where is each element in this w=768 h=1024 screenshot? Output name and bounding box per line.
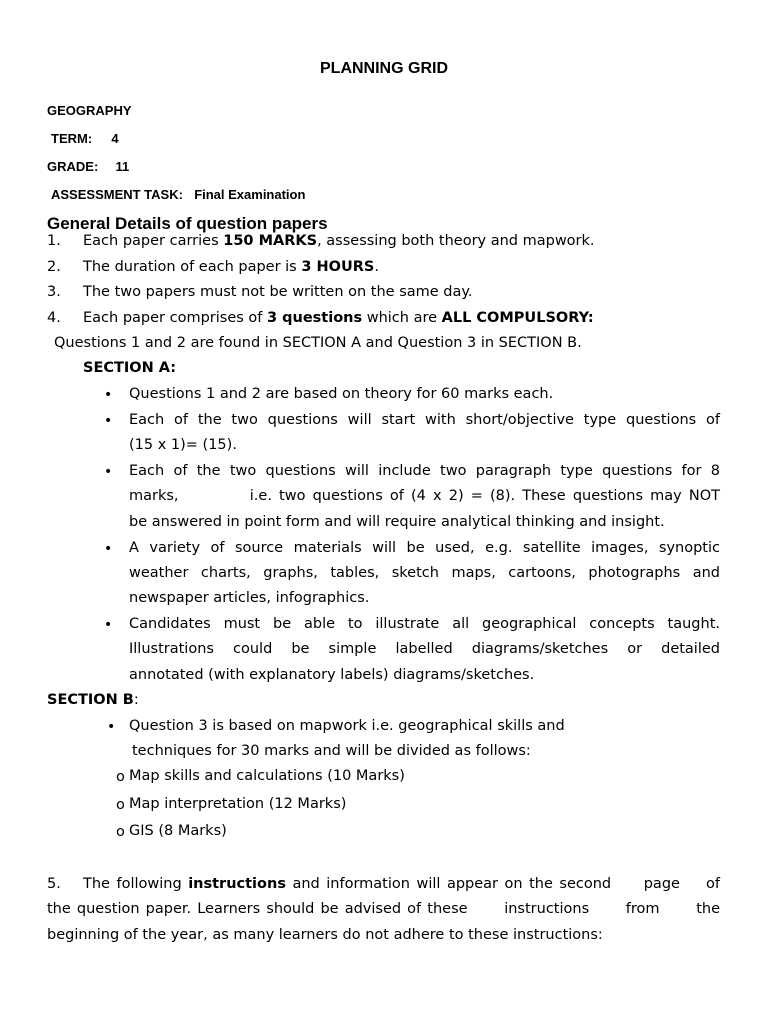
item-number: 1. [47,233,61,249]
bullet-text: newspaper articles, infographics. [129,590,370,606]
grade-line [47,159,129,174]
bullet-text: A variety of source materials will be used, e.g. satellite images, synoptic [129,540,720,556]
item-number: 5. [47,876,61,892]
bold-text: instructions [188,876,286,892]
bullet-icon: • [104,541,113,557]
paragraph-line: the question paper. Learners should be advised of these instructions from the [47,901,720,917]
assessment-task-value: Final Examination [194,187,306,202]
bullet-icon: • [104,617,113,633]
term-line [51,131,119,146]
bullet-text: annotated (with explanatory labels) diagrams/sketches. [129,667,535,683]
bullet-text: weather charts, graphs, tables, sketch maps, cartoons, photographs and [129,565,720,581]
bullet-text: techniques for 30 marks and will be divided as follows: [132,743,531,759]
bullet-text: Each of the two questions will start with short/objective type questions of [129,412,720,428]
bullet-text: Questions 1 and 2 are based on theory for 60 marks each. [129,386,554,402]
term-label: TERM: [51,131,93,146]
item-number: 2. [47,259,61,275]
bullet-icon: • [107,719,116,735]
assessment-task-label: ASSESSMENT TASK: [51,187,183,202]
bullet-icon: • [104,464,113,480]
grade-label: GRADE: [47,159,99,174]
assessment-task-line [51,187,305,202]
section-a-heading: SECTION A: [83,360,177,376]
bold-text: 3 HOURS [301,259,375,275]
sub-list-item: Map interpretation (12 Marks) [129,796,347,812]
item-number: 4. [47,310,61,326]
circle-bullet-icon: o [116,797,125,813]
page-title: PLANNING GRID [320,60,448,77]
subject-label: GEOGRAPHY [47,103,132,118]
bullet-icon: • [104,413,113,429]
term-value: 4 [111,131,119,146]
bullet-text: (15 x 1)= (15). [129,437,237,453]
bullet-text: be answered in point form and will require analytical thinking and insight. [129,514,665,530]
bullet-icon: • [104,387,113,403]
section-b-heading-line: SECTION B: [47,692,139,708]
paragraph-line: The following instructions and information will appear on the second page of [83,876,721,892]
bullet-text: marks, i.e. two questions of (4 x 2) = (8). These questions may NOT [129,488,720,504]
section-b-heading: SECTION B [47,692,134,708]
sub-list-item: Map skills and calculations (10 Marks) [129,768,405,784]
sub-list-item: GIS (8 Marks) [129,823,227,839]
grade-value: 11 [115,159,130,174]
item-number: 3. [47,284,61,300]
bullet-text: Illustrations could be simple labelled diagrams/sketches or detailed [129,641,720,657]
paragraph-line: beginning of the year, as many learners do not adhere to these instructions: [47,927,603,943]
bold-text: 3 questions [267,310,363,326]
circle-bullet-icon: o [116,769,125,785]
circle-bullet-icon: o [116,824,125,840]
bullet-text: Question 3 is based on mapwork i.e. geographical skills and [129,718,565,734]
general-details-heading: General Details of question papers [47,214,328,233]
bold-text: ALL COMPULSORY: [441,310,594,326]
questions-location-text: Questions 1 and 2 are found in SECTION A and Question 3 in SECTION B. [54,335,582,351]
bullet-text: Each of the two questions will include two paragraph type questions for 8 [129,463,720,479]
bullet-text: Candidates must be able to illustrate all geographical concepts taught. [129,616,720,632]
document-page: PLANNING GRID GEOGRAPHY TERM: 4 GRADE: 11 ASSESSMENT TASK: Final Examination General Details of question papers 1. Each paper carries 150 MARKS, assessing both theory and mapwork. 2. The duration of each paper is 3 HOURS. 3. The two papers must not be written on the same day. 4. Each paper comprises of 3 questions which are ALL COMPULSORY: Questions 1 and 2 are found in SECTION A and Question 3 in SECTION B. SECTION A: • Questions 1 and 2 are based on theory for 60 marks each. • Each of the two questions will start with short/objective type questions of (15 x 1)= (15). • Each of the two questions will include two paragraph type questions for 8 marks, i.e. two questions of (4 x 2) = (8). These questions may NOT be answered in point form and will require analytical thinking and insight. • A variety of source materials will be used, e.g. satellite images, synoptic weather charts, graphs, tables, sketch maps, cartoons, photographs and newspaper articles, infographics. • Candidates must be able to illustrate all geographical concepts taught. Illustrations could be simple labelled diagrams/sketches or detailed annotated (with explanatory labels) diagrams/sketches. SECTION B: • Question 3 is based on mapwork i.e. geographical skills and techniques for 30 marks and will be divided as follows: o Map skills and calculations (10 Marks) o Map interpretation (12 Marks) o GIS (8 Marks) 5. The following instructions and information will appear on the second page of the question paper. Learners should be advised of these instructions from the beginning of the year, as many learners do not adhere to these instructions: [0,0,768,1024]
bold-text: 150 MARKS [223,233,318,249]
